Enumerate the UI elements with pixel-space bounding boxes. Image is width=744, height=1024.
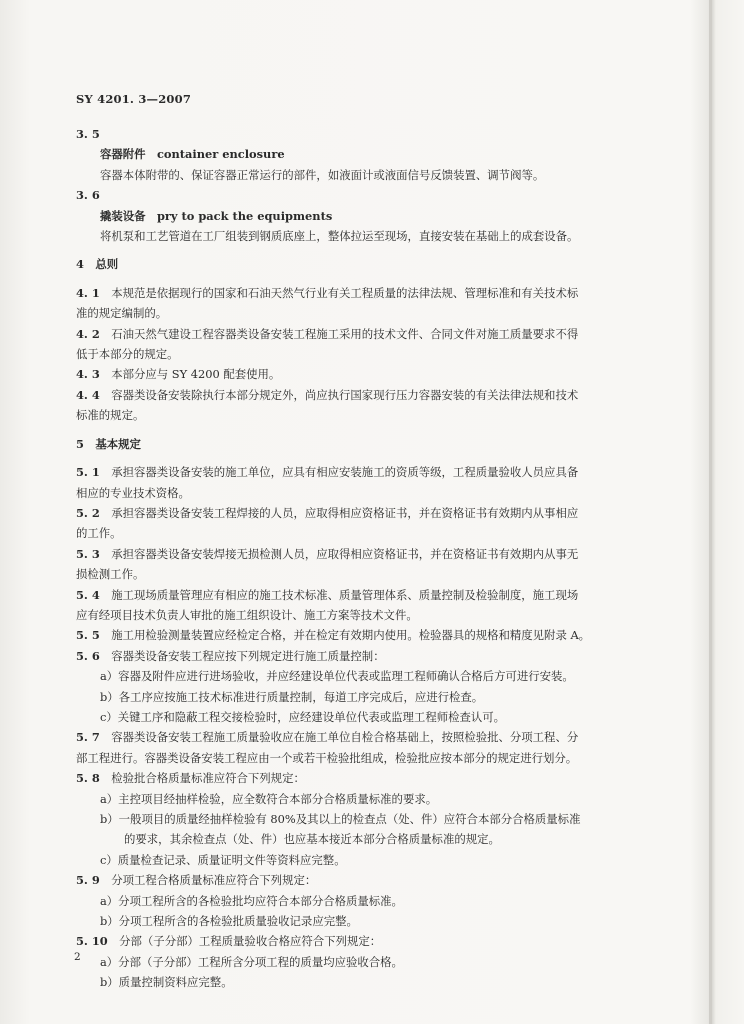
term-title: 容器附件 container enclosure <box>100 147 285 162</box>
list-item: a）分部（子分部）工程所含分项工程的质量均应验收合格。 <box>100 954 403 969</box>
clause-paragraph-cont: 标准的规定。 <box>76 408 145 423</box>
clause-paragraph: 4. 4 容器类设备安装除执行本部分规定外，尚应执行国家现行压力容器安装的有关法律法规和技术 <box>76 387 579 402</box>
clause-paragraph: 5. 8 检验批合格质量标准应符合下列规定： <box>76 771 305 786</box>
clause-paragraph: 5. 7 容器类设备安装工程施工质量验收应在施工单位自检合格基础上，按照检验批、分项工程、分 <box>76 730 579 745</box>
list-item: b）分项工程所含的各检验批质量验收记录应完整。 <box>100 914 358 929</box>
document-body <box>76 124 642 993</box>
list-item-cont: 的要求，其余检查点（处、件）也应基本接近本部分合格质量标准的规定。 <box>124 832 500 847</box>
list-item: a）主控项目经抽样检验，应全数符合本部分合格质量标准的要求。 <box>100 791 438 806</box>
clause-paragraph-cont: 应有经项目技术负责人审批的施工组织设计、施工方案等技术文件。 <box>76 607 418 622</box>
clause-number: 3. 5 <box>76 127 100 141</box>
list-item: b）质量控制资料应完整。 <box>100 975 233 990</box>
term-definition: 容器本体附带的、保证容器正常运行的部件，如液面计或液面信号反馈装置、调节阀等。 <box>100 167 545 182</box>
clause-paragraph: 5. 10 分部（子分部）工程质量验收合格应符合下列规定： <box>76 934 382 949</box>
clause-paragraph: 4. 3 本部分应与 SY 4200 配套使用。 <box>76 367 281 382</box>
list-item: c）质量检查记录、质量证明文件等资料应完整。 <box>100 852 346 867</box>
book-spine <box>709 0 712 1024</box>
list-item: c）关键工序和隐蔽工程交接检验时，应经建设单位代表或监理工程师检查认可。 <box>100 709 506 724</box>
clause-paragraph: 4. 1 本规范是依据现行的国家和石油天然气行业有关工程质量的法律法规、管理标准和有关技术标 <box>76 285 579 300</box>
clause-paragraph-cont: 损检测工作。 <box>76 567 145 582</box>
term-title: 撬装设备 pry to pack the equipments <box>100 208 333 223</box>
section-heading: 5 基本规定 <box>76 436 141 451</box>
clause-paragraph-cont: 相应的专业技术资格。 <box>76 485 190 500</box>
clause-paragraph-cont: 低于本部分的规定。 <box>76 347 179 362</box>
clause-paragraph-cont: 准的规定编制的。 <box>76 306 168 321</box>
list-item: a）容器及附件应进行进场验收，并应经建设单位代表或监理工程师确认合格后方可进行安装。 <box>100 669 574 684</box>
list-item: a）分项工程所含的各检验批均应符合本部分合格质量标准。 <box>100 893 403 908</box>
clause-number: 3. 6 <box>76 188 100 203</box>
section-heading: 4 总则 <box>76 257 119 272</box>
page-number: 2 <box>74 951 81 963</box>
clause-paragraph: 5. 1 承担容器类设备安装的施工单位，应具有相应安装施工的资质等级，工程质量验收人员应具备 <box>76 465 579 480</box>
clause-paragraph: 5. 6 容器类设备安装工程应按下列规定进行施工质量控制： <box>76 648 385 663</box>
list-item: b）各工序应按施工技术标准进行质量控制，每道工序完成后，应进行检查。 <box>100 689 484 704</box>
clause-paragraph: 5. 9 分项工程合格质量标准应符合下列规定： <box>76 873 317 888</box>
clause-paragraph: 5. 5 施工用检验测量装置应经检定合格，并在检定有效期内使用。检验器具的规格和精度见附录 A。 <box>76 628 591 643</box>
clause-paragraph-cont: 的工作。 <box>76 526 122 541</box>
standard-code-header: SY 4201. 3—2007 <box>76 92 192 106</box>
term-definition: 将机泵和工艺管道在工厂组装到钢质底座上，整体拉运至现场，直接安装在基础上的成套设备。 <box>100 229 579 244</box>
clause-paragraph: 5. 3 承担容器类设备安装焊接无损检测人员，应取得相应资格证书，并在资格证书有效期内从事无 <box>76 546 579 561</box>
clause-paragraph: 5. 4 施工现场质量管理应有相应的施工技术标准、质量管理体系、质量控制及检验制度，施工现场 <box>76 587 579 602</box>
clause-paragraph-cont: 部工程进行。容器类设备安装工程应由一个或若干检验批组成，检验批应按本部分的规定进行划分。 <box>76 750 578 765</box>
list-item: b）一般项目的质量经抽样检验有 80%及其以上的检查点（处、件）应符合本部分合格质量标准 <box>100 812 581 826</box>
clause-paragraph: 4. 2 石油天然气建设工程容器类设备安装工程施工采用的技术文件、合同文件对施工质量要求不得 <box>76 326 579 341</box>
clause-paragraph: 5. 2 承担容器类设备安装工程焊接的人员，应取得相应资格证书，并在资格证书有效期内从事相应 <box>76 505 579 520</box>
